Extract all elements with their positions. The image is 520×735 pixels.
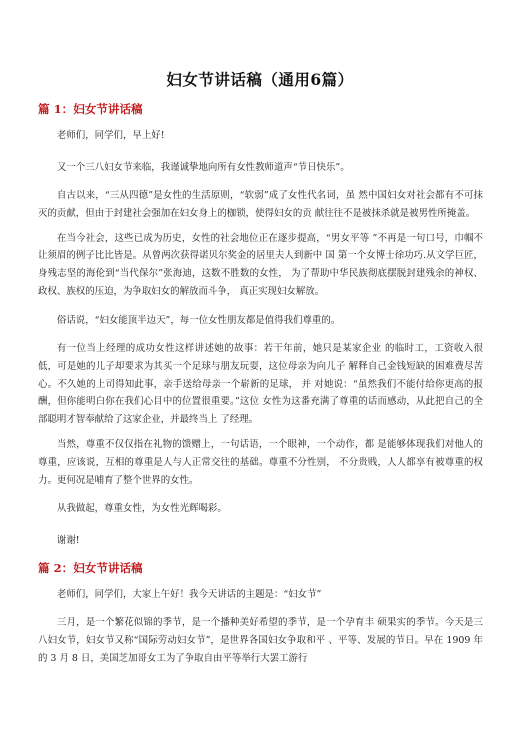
section-2-heading: 篇 2：妇女节讲话稿 xyxy=(38,561,143,576)
s1-paragraph-call: 从我做起，尊重女性，为女性光辉喝彩。 xyxy=(56,503,227,515)
s1-paragraph-greeting: 老师们，同学们，早上好! xyxy=(56,130,165,141)
document-title: 妇女节讲话稿（通用6篇） xyxy=(166,70,354,89)
s1-paragraph-history: 自古以来，“三从四德”是女性的生活原则，“软弱”成了女性代名词，虽 然中国妇女对社会都有不可抹灭的贡献，但由于封建社会强加在妇女身上的枷锁，使得妇女的贡 献往往不是被抹杀就是被男性所掩盖。 xyxy=(38,190,483,219)
s1-paragraph-proverb: 俗话说，“妇女能顶半边天”，每一位女性朋友都是值得我们尊重的。 xyxy=(56,314,341,326)
s1-paragraph-thanks: 谢谢! xyxy=(56,535,80,547)
s2-paragraph-greeting: 老师们，同学们，大家上午好！我今天讲话的主题是：“妇女节” xyxy=(56,589,322,601)
s1-paragraph-modern: 在当今社会，这些已成为历史，女性的社会地位正在逐步提高，“男女平等 ”不再是一句口号，巾帼不让须眉的例子比比皆是。从曾两次获得诺贝尔奖金的居里夫人到新中 国 第一个女博士徐功巧.从文学巨匠，身残志坚的海伦到“当代保尔”张海迪，这数不胜数的女性， 为了帮助中华民族彻底摆脱封建残余的神权、政权、族权的压迫，为争取妇女的解放而斗争， 真正实现妇女解放。 xyxy=(38,232,483,298)
s1-paragraph-story: 有一位当上经理的成功女性这样讲述她的故事：若干年前，她只是某家企业 的临时工，工资收入很低，可是她的儿子却要求为其买一个足球与朋友玩耍，这位母亲为向儿子 解释自己金钱短缺的困难费尽苦心。不久她的上司得知此事，亲手送给母亲一个崭新的足球， 并 对她说：“虽然我们不能付给你更高的报酬，但你能明白你在我们心目中的位置很重要。”这位 女性为这番充满了尊重的话而感动，从此把自己的全部聪明才智奉献给了这家企业，并最终当上 了经理。 xyxy=(38,342,483,426)
s2-paragraph-march: 三月，是一个繁花似锦的季节，是一个播种美好希望的季节，是一个孕育丰 硕果实的季节。今天是三八妇女节，妇女节又称“国际劳动妇女节”，是世界各国妇女争取和平 、平等、发展的节日。早在 1909 年的 3 月 8 日，美国芝加哥女工为了争取自由平等举行大罢工游行 xyxy=(38,617,483,664)
s1-paragraph-respect: 当然，尊重不仅仅指在礼物的馈赠上，一句话语，一个眼神，一个动作，都 是能够体现我们对他人的尊重，应该说，互相的尊重是人与人正常交往的基础。尊重不分性别， 不分贵贱，人人都享有被尊重的权力。更何况是哺育了整个世界的女性。 xyxy=(38,438,483,486)
s1-paragraph-intro: 又一个三八妇女节来临，我谨诚挚地向所有女性教师道声“节日快乐”。 xyxy=(56,162,350,173)
section-1-heading: 篇 1：妇女节讲话稿 xyxy=(38,102,143,116)
